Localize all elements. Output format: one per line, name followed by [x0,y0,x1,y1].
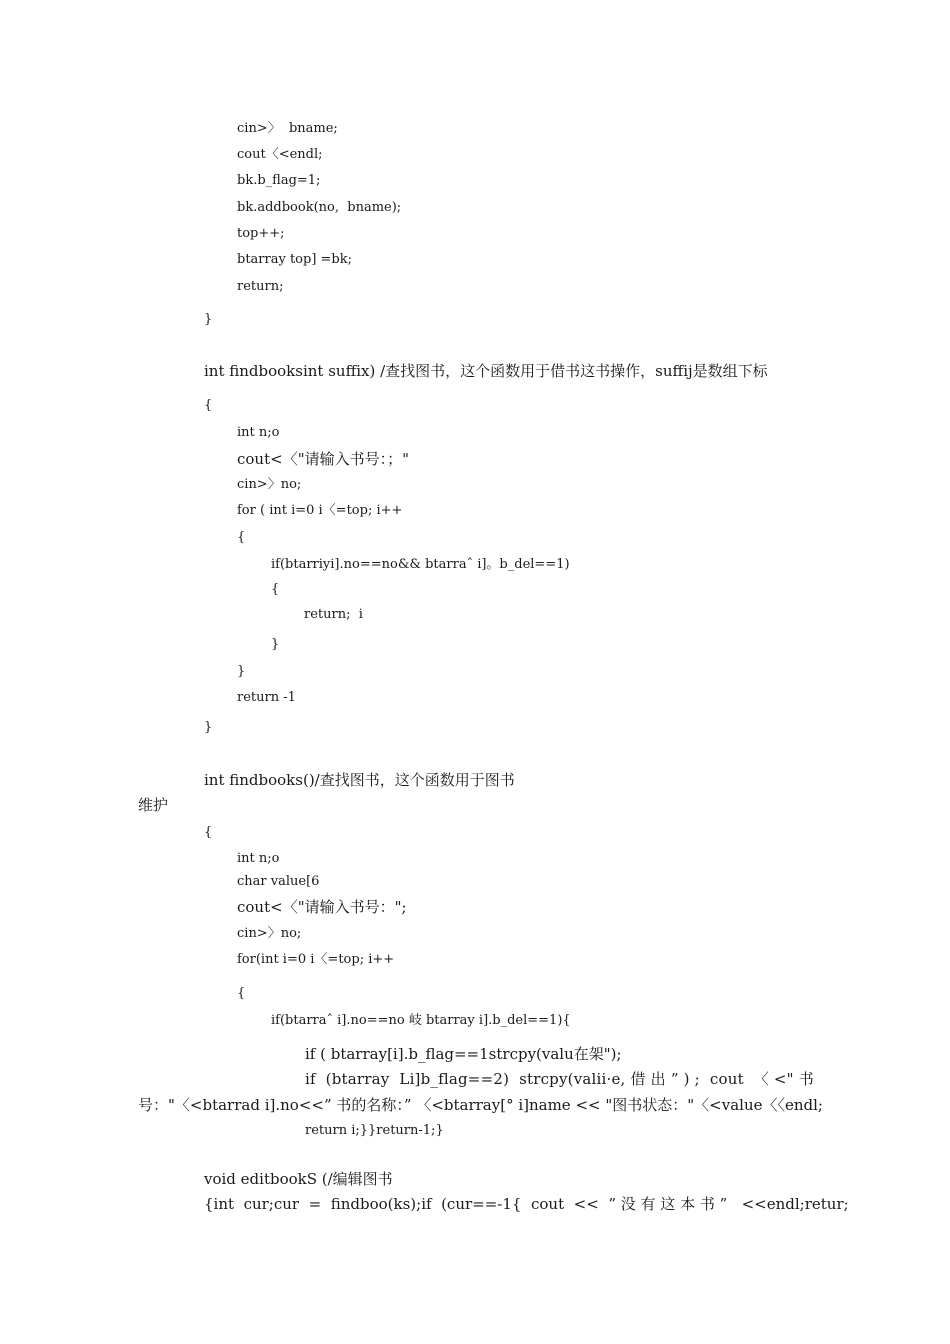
code-line: cout〈<endl; [237,147,323,162]
code-line: { [204,398,213,413]
code-line: 号："〈<btarrad i].no<<” 书的名称：” 〈<btarray[° i]name << "图书状态："〈<value〈〈endl; [138,1096,823,1114]
code-line: } [204,720,213,735]
code-line: cout<〈"请输入书号：；" [237,450,409,468]
code-line: } [204,312,213,327]
code-line: for ( int i=0 i〈=top; i++ [237,503,403,518]
function-header: int findbooksint suffix) /查找图书，这个函数用于借书这书操作，suffij是数组下标 [204,362,768,380]
code-line: int n;o [237,425,280,440]
code-line: } [271,637,280,652]
code-line: return -1 [237,690,296,705]
code-line: bk.addbook(no, bname); [237,200,402,215]
code-line: cin>〉no; [237,477,302,492]
code-line: if(btarriyi].no==no&& btarraˆ i]。b_del==1) [271,557,570,572]
function-header: void editbookS (/编辑图书 [204,1170,393,1188]
code-line: for(int i=0 i〈=top; i++ [237,952,395,967]
code-line: return; [237,279,284,294]
code-line: } [237,664,246,679]
code-line: btarray top] =bk; [237,252,353,267]
code-line: int n;o [237,851,280,866]
code-line: bk.b_flag=1; [237,173,321,188]
code-line: cin>〉 bname; [237,121,338,136]
code-line: { [237,530,246,545]
text-line: 维护 [138,796,169,814]
code-line: { [237,986,246,1001]
code-line: top++; [237,226,285,241]
code-line: cin>〉no; [237,926,302,941]
code-line: { [271,582,280,597]
code-line: return; i [304,607,363,622]
code-line: cout<〈"请输入书号："; [237,898,407,916]
function-header: int findbooks()/查找图书，这个函数用于图书 [204,771,515,789]
code-line: {int cur;cur = findboo(ks);if (cur==-1{ cout << ” 没 有 这 本 书 ” <<endl;retur; [204,1195,849,1213]
code-line: if (btarray Li]b_flag==2) strcpy(valii·e, 借 出 ” ) ; cout 〈 <" 书 [305,1070,814,1088]
code-line: if(btarraˆ i].no==no 岐 btarray i].b_del==1){ [271,1013,571,1028]
code-line: if ( btarray[i].b_flag==1strcpy(valu在架"); [305,1045,622,1063]
code-line: return i;}}return-1;} [305,1123,444,1138]
code-line: char value[6 [237,874,320,889]
code-line: { [204,825,213,840]
